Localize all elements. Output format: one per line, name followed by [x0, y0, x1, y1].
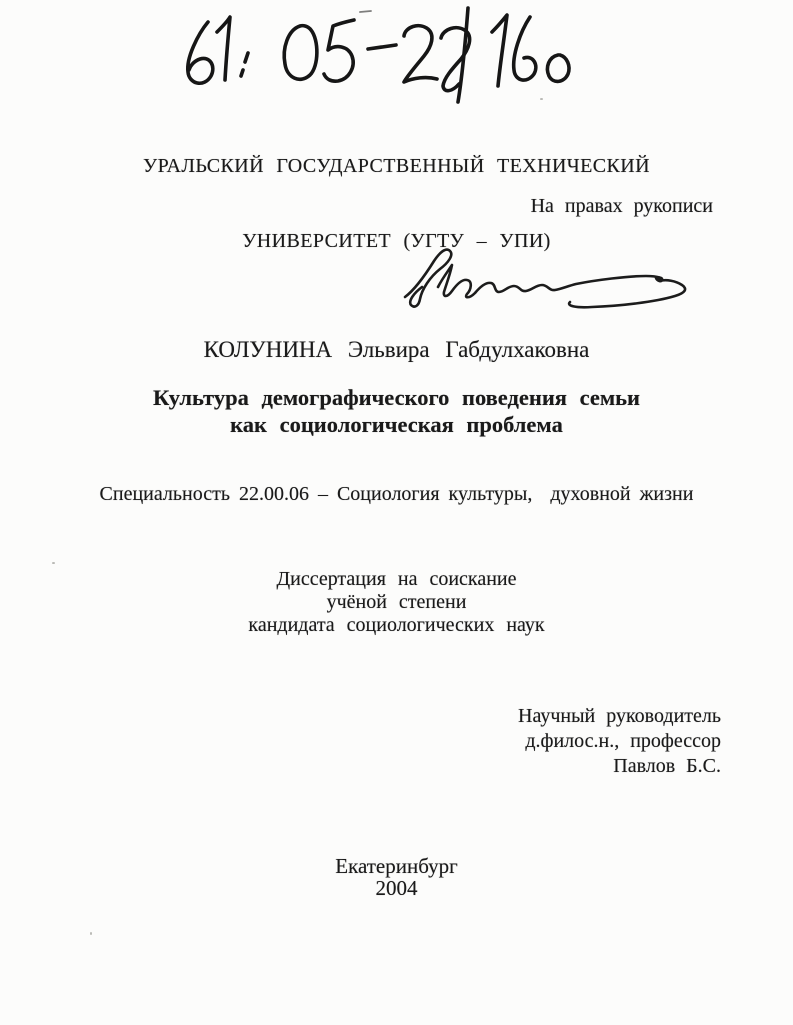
manuscript-rights-note: На правах рукописи [530, 195, 713, 217]
university-line2: УНИВЕРСИТЕТ (УГТУ – УПИ) [242, 230, 551, 252]
supervisor-line2: д.филос.н., профессор [525, 730, 721, 752]
imprint [0, 855, 793, 899]
specialty-line: Специальность 22.00.06 – Социология культуры, духовной жизни [99, 483, 694, 505]
imprint-city: Екатеринбург [335, 854, 458, 878]
supervisor-block [518, 704, 721, 779]
dissertation-title-line1: Культура демографического поведения семьи [152, 385, 641, 410]
scan-speck [90, 932, 92, 935]
dissertation-title-line2: как социологическая проблема [230, 412, 563, 437]
degree-line3: кандидата социологических наук [248, 614, 545, 636]
degree-statement [0, 568, 793, 637]
degree-line1: Диссертация на соискание [276, 568, 517, 590]
dissertation-title [0, 384, 793, 438]
handwritten-catalog-number [0, 0, 793, 115]
author-signature [380, 235, 710, 325]
degree-line2: учёной степени [326, 591, 467, 613]
scan-speck [540, 98, 543, 100]
supervisor-line1: Научный руководитель [518, 705, 721, 727]
author-name: КОЛУНИНА Эльвира Габдулхаковна [203, 337, 590, 362]
university-line1: УРАЛЬСКИЙ ГОСУДАРСТВЕННЫЙ ТЕХНИЧЕСКИЙ [143, 155, 650, 177]
scan-speck [52, 562, 55, 564]
imprint-year: 2004 [375, 876, 418, 900]
supervisor-line3: Павлов Б.С. [613, 755, 721, 777]
